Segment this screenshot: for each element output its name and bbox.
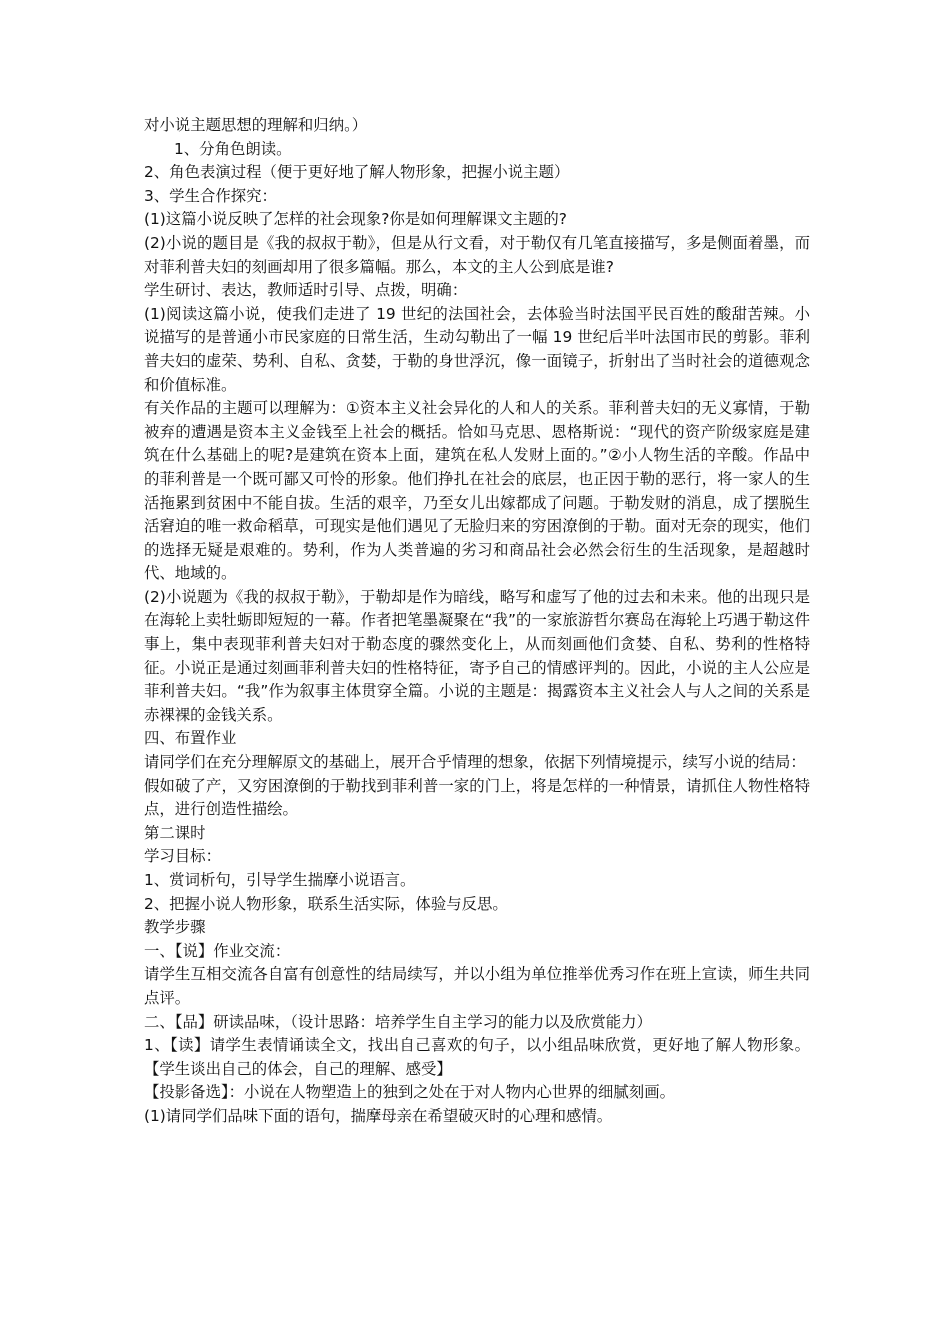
document-body — [144, 114, 810, 1129]
paragraph-answer-1: (1)阅读这篇小说，使我们走进了 19 世纪的法国社会，去体验当时法国平民百姓的酸甜苦辣。小说描写的是普通小市民家庭的日常生活，生动勾勒出了一幅 19 世纪后半叶法国市民的剪影。菲利普夫妇的虚荣、势利、自私、贪婪，于勒的身世浮沉，像一面镜子，折射出了当时社会的道德观念和价值标准。 — [144, 304, 810, 394]
paragraph-homework-scenario: 假如破了产，又穷困潦倒的于勒找到菲利普一家的门上，将是怎样的一种情景，请抓住人物性格特点，进行创造性描绘。 — [144, 776, 810, 819]
paragraph-role-play: 2、角色表演过程（便于更好地了解人物形象，把握小说主题） — [144, 163, 570, 182]
section-heading-teaching-steps: 教学步骤 — [144, 918, 206, 937]
paragraph-learning-goals: 学习目标： — [144, 847, 221, 866]
paragraph-step-taste: 二、【品】研读品味，（设计思路：培养学生自主学习的能力以及欣赏能力） — [144, 1012, 652, 1031]
paragraph-goal-1: 1、赏词析句，引导学生揣摩小说语言。 — [144, 871, 416, 889]
paragraph-step-speak-detail: 请学生互相交流各自富有创意性的结局续写，并以小组为单位推举优秀习作在班上宣读，师生共同点评。 — [144, 965, 810, 1007]
paragraph-step-read: 1、【读】请学生表情诵读全文，找出自己喜欢的句子，以小组品味欣赏，更好地了解人物形象。【学生谈出自己的体会，自己的理解、感受】 — [144, 1036, 810, 1078]
paragraph-homework-prompt: 请同学们在充分理解原文的基础上，展开合乎情理的想象，依据下列情境提示，续写小说的结局： — [144, 753, 806, 772]
paragraph-question-2: (2)小说的题目是《我的叔叔于勒》，但是从行文看，对于勒仅有几笔直接描写，多是侧面着墨，而对菲利普夫妇的刻画却用了很多篇幅。那么，本文的主人公到底是谁? — [144, 233, 810, 276]
paragraph-role-reading: 1、分角色朗读。 — [174, 139, 292, 158]
section-heading-second-lesson: 第二课时 — [144, 823, 206, 842]
paragraph-goal-2: 2、把握小说人物形象，联系生活实际，体验与反思。 — [144, 894, 508, 913]
section-heading-homework: 四、布置作业 — [144, 729, 237, 748]
paragraph-theme-analysis: 有关作品的主题可以理解为：①资本主义社会异化的人和人的关系。菲利普夫妇的无义寡情，于勒被弃的遭遇是资本主义金钱至上社会的概括。恰如马克思、恩格斯说：“现代的资产阶级家庭是建筑在什么基础上的呢?是建筑在资本上面，建筑在私人发财上面的。”②小人物生活的辛酸。作品中的菲利普是一个既可鄙又可怜的形象。他们挣扎在社会的底层，也正因于勒的恶行，将一家人的生活拖累到贫困中不能自拔。生活的艰辛，乃至女儿出嫁都成了问题。于勒发财的消息，成了摆脱生活窘迫的唯一救命稻草，可现实是他们遇见了无脸归来的穷困潦倒的于勒。面对无奈的现实，他们的选择无疑是艰难的。势利，作为人类普遍的劣习和商品社会必然会衍生的生活现象，是超越时代、地域的。 — [144, 399, 810, 583]
paragraph-question-1: (1)这篇小说反映了怎样的社会现象?你是如何理解课文主题的? — [144, 210, 567, 229]
paragraph-answer-2: (2)小说题为《我的叔叔于勒》，于勒却是作为暗线，略写和虚写了他的过去和未来。他的出现只是在海轮上卖牡蛎即短短的一幕。作者把笔墨凝聚在“我”的一家旅游哲尔赛岛在海轮上巧遇于勒这件事上，集中表现菲利普夫妇对于勒态度的骤然变化上，从而刻画他们贪婪、自私、势利的性格特征。小说正是通过刻画菲利普夫妇的性格特征，寄予自己的情感评判的。因此，小说的主人公应是菲利普夫妇。“我”作为叙事主体贯穿全篇。小说的主题是：揭露资本主义社会人与人之间的关系是赤裸裸的金钱关系。 — [144, 587, 810, 724]
paragraph-step-speak: 一、【说】作业交流： — [144, 941, 291, 960]
paragraph-theme-note: 对小说主题思想的理解和归纳。） — [144, 116, 368, 134]
paragraph-mother-question: (1)请同学们品味下面的语句，揣摩母亲在希望破灭时的心理和感情。 — [144, 1106, 613, 1125]
paragraph-projection: 【投影备选】：小说在人物塑造上的独到之处在于对人物内心世界的细腻刻画。 — [144, 1083, 675, 1102]
paragraph-discussion-intro: 学生研讨、表达，教师适时引导、点拨，明确： — [144, 281, 468, 300]
paragraph-inquiry-heading: 3、学生合作探究： — [144, 186, 277, 205]
